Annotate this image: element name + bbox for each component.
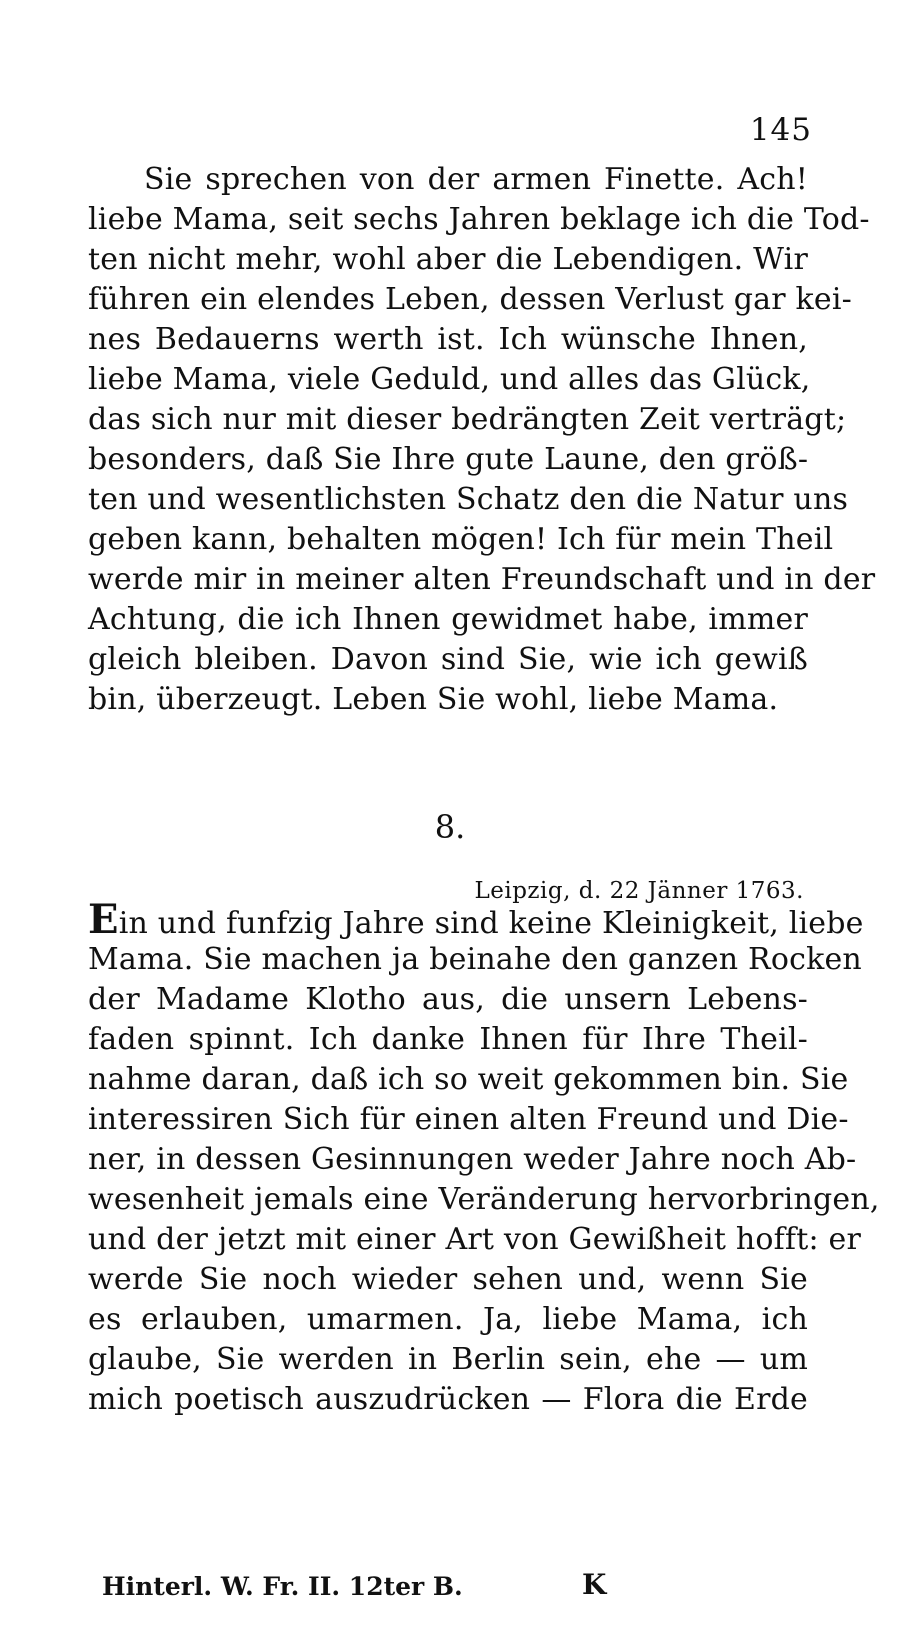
text-line: besonders, daß Sie Ihre gute Laune, den größ- bbox=[88, 442, 809, 477]
text-line: geben kann, behalten mögen! Ich für mein Theil bbox=[88, 522, 834, 557]
text-line: der Madame Klotho aus, die unsern Lebens- bbox=[88, 982, 808, 1017]
text-line: Sie sprechen von der armen Finette. Ach! bbox=[144, 162, 808, 197]
text-line: werde mir in meiner alten Freundschaft und in der bbox=[88, 562, 876, 597]
paragraph-top bbox=[88, 160, 876, 720]
text-line: Ein und funfzig Jahre sind keine Kleinigkeit, liebe bbox=[88, 896, 864, 943]
text-line: und der jetzt mit einer Art von Gewißheit hofft: er bbox=[88, 1222, 862, 1257]
text-line: mich poetisch auszudrücken — Flora die Erde bbox=[88, 1382, 808, 1417]
text-line: liebe Mama, viele Geduld, und alles das Glück, bbox=[88, 362, 811, 397]
letter-number: 8. bbox=[434, 808, 466, 846]
text-line: interessiren Sich für einen alten Freund und Die- bbox=[88, 1102, 849, 1137]
text-line: ten nicht mehr, wohl aber die Lebendigen. Wir bbox=[88, 242, 808, 277]
text-line: ner, in dessen Gesinnungen weder Jahre noch Ab- bbox=[88, 1142, 857, 1177]
text-line: Mama. Sie machen ja beinahe den ganzen Rocken bbox=[88, 942, 862, 977]
printer-signature: Hinterl. W. Fr. II. 12ter B. bbox=[102, 1572, 463, 1601]
text-line: liebe Mama, seit sechs Jahren beklage ich die Tod- bbox=[88, 202, 870, 237]
text-line: wesenheit jemals eine Veränderung hervorbringen, bbox=[88, 1182, 880, 1217]
text-line: gleich bleiben. Davon sind Sie, wie ich gewiß bbox=[88, 642, 808, 677]
text-line: nes Bedauerns werth ist. Ich wünsche Ihnen, bbox=[88, 322, 808, 357]
text-line: nahme daran, daß ich so weit gekommen bin. Sie bbox=[88, 1062, 849, 1097]
text-line: führen ein elendes Leben, dessen Verlust gar kei- bbox=[88, 282, 852, 317]
text-line: das sich nur mit dieser bedrängten Zeit verträgt; bbox=[88, 402, 847, 437]
text-line: Achtung, die ich Ihnen gewidmet habe, immer bbox=[88, 602, 808, 637]
text-line: faden spinnt. Ich danke Ihnen für Ihre Theil- bbox=[88, 1022, 808, 1057]
text-line: ten und wesentlichsten Schatz den die Natur uns bbox=[88, 482, 849, 517]
page-number: 145 bbox=[749, 112, 812, 148]
text-line: bin, überzeugt. Leben Sie wohl, liebe Mama. bbox=[88, 682, 779, 717]
letter-dateline: Leipzig, d. 22 Jänner 1763. bbox=[474, 878, 804, 904]
text-line: es erlauben, umarmen. Ja, liebe Mama, ich bbox=[88, 1302, 808, 1337]
signature-mark: K bbox=[582, 1568, 607, 1601]
text-line: werde Sie noch wieder sehen und, wenn Sie bbox=[88, 1262, 808, 1297]
text-line: glaube, Sie werden in Berlin sein, ehe — um bbox=[88, 1342, 808, 1377]
paragraph-letter bbox=[88, 896, 880, 1420]
